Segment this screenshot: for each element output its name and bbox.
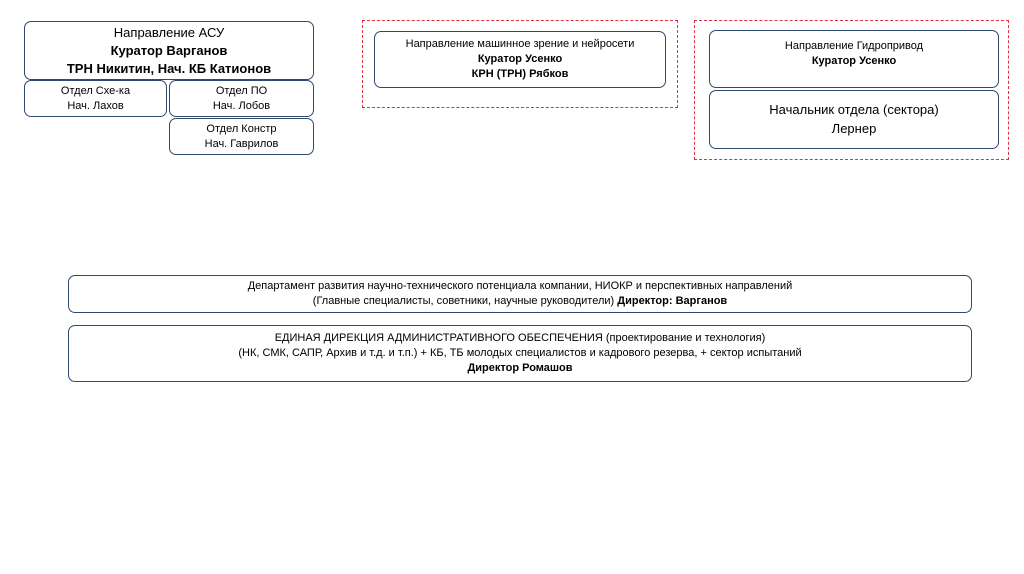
dept-konstr-box bbox=[169, 118, 314, 155]
department-box bbox=[68, 275, 972, 313]
directorate-box bbox=[68, 325, 972, 382]
vision-curator: Куратор Усенко bbox=[477, 53, 563, 65]
department-director: Директор: Варганов bbox=[617, 295, 728, 307]
hydro-direction-box bbox=[709, 30, 999, 88]
department-line1: Департамент развития научно-технического потенциала компании, НИОКР и перспективных направлений bbox=[247, 280, 793, 292]
dept-po-head: Нач. Лобов bbox=[212, 99, 271, 112]
dept-sheka-head: Нач. Лахов bbox=[67, 99, 124, 112]
dept-po-box bbox=[169, 80, 314, 117]
asu-curator: Куратор Варганов bbox=[110, 42, 228, 58]
department-line2 bbox=[313, 294, 727, 309]
directorate-line1: ЕДИНАЯ ДИРЕКЦИЯ АДМИНИСТРАТИВНОГО ОБЕСПЕЧЕНИЯ (проектирование и технология) bbox=[274, 332, 766, 344]
sector-head-box bbox=[709, 90, 999, 149]
dept-konstr-name: Отдел Констр bbox=[206, 122, 277, 135]
department-line2-prefix: (Главные специалисты, советники, научные руководители) bbox=[312, 295, 618, 307]
hydro-curator: Куратор Усенко bbox=[811, 55, 897, 67]
dept-konstr-head: Нач. Гаврилов bbox=[204, 137, 279, 150]
directorate-line2: (НК, СМК, САПР, Архив и т.д. и т.п.) + КБ, ТБ молодых специалистов и кадрового резерва, + сектор испытаний bbox=[238, 347, 802, 359]
dept-sheka-name: Отдел Схе-ка bbox=[60, 84, 131, 97]
vision-title: Направление машинное зрение и нейросети bbox=[405, 38, 635, 50]
dept-sheka-box bbox=[24, 80, 167, 117]
asu-direction-box bbox=[24, 21, 314, 80]
dept-po-name: Отдел ПО bbox=[215, 84, 268, 97]
hydro-title: Направление Гидропривод bbox=[784, 40, 924, 52]
sector-name: Лернер bbox=[831, 121, 877, 136]
directorate-director: Директор Ромашов bbox=[467, 362, 573, 374]
asu-trn: ТРН Никитин, Нач. КБ Катионов bbox=[66, 60, 272, 76]
asu-title: Направление АСУ bbox=[113, 24, 225, 40]
vision-direction-box bbox=[374, 31, 666, 88]
sector-title: Начальник отдела (сектора) bbox=[769, 102, 939, 117]
vision-krn: КРН (ТРН) Рябков bbox=[471, 68, 569, 80]
